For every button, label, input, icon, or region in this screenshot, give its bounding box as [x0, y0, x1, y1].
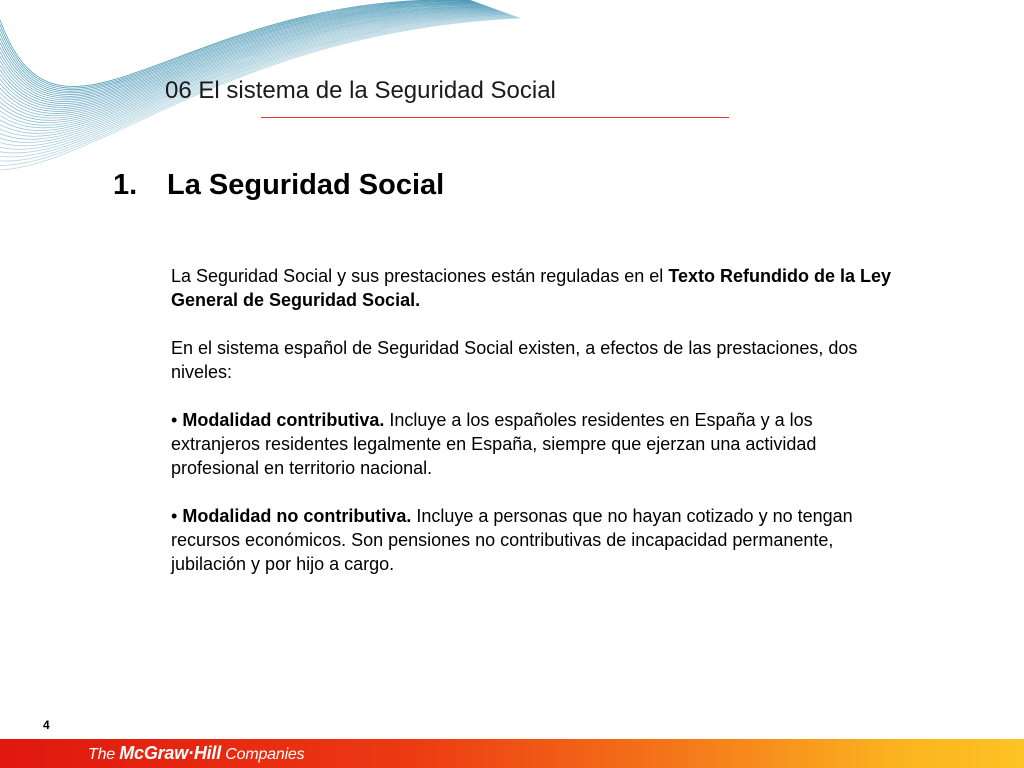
paragraph-levels: En el sistema español de Seguridad Social existen, a efectos de las prestaciones, dos niveles:	[171, 338, 858, 382]
paragraph-text: La Seguridad Social y sus prestaciones están reguladas en el	[171, 266, 669, 286]
section-heading	[113, 169, 444, 202]
brand-logo	[88, 743, 304, 764]
bullet-text: Incluye a los españoles residentes en España y a los extranjeros residentes legalmente en España, siempre que ejerzan una actividad profesional en territorio nacional.	[171, 410, 817, 478]
page-number: 4	[43, 718, 50, 732]
brand-the: The	[88, 746, 120, 763]
chapter-title: 06 El sistema de la Seguridad Social	[165, 77, 556, 104]
brand-companies: Companies	[221, 746, 305, 763]
bullet-no-contributiva	[171, 504, 901, 576]
section-number: 1.	[113, 169, 138, 201]
bullet-icon: •	[171, 506, 178, 526]
header-divider	[261, 117, 729, 118]
paragraph-regulation	[171, 264, 901, 312]
bullet-contributiva	[171, 408, 901, 480]
bullet-text: Incluye a personas que no hayan cotizado y no tengan recursos económicos. Son pensiones no contributivas de incapacidad permanente, jubilación y por hijo a cargo.	[171, 506, 853, 574]
brand-name: McGraw·Hill	[119, 743, 222, 763]
law-name: Texto Refundido de la Ley General de Seguridad Social.	[171, 266, 892, 310]
body-text	[171, 264, 901, 600]
footer-bar	[0, 739, 1024, 768]
bullet-title: Modalidad contributiva.	[182, 410, 385, 430]
bullet-icon: •	[171, 410, 178, 430]
bullet-title: Modalidad no contributiva.	[182, 506, 412, 526]
section-title: La Seguridad Social	[167, 169, 445, 201]
